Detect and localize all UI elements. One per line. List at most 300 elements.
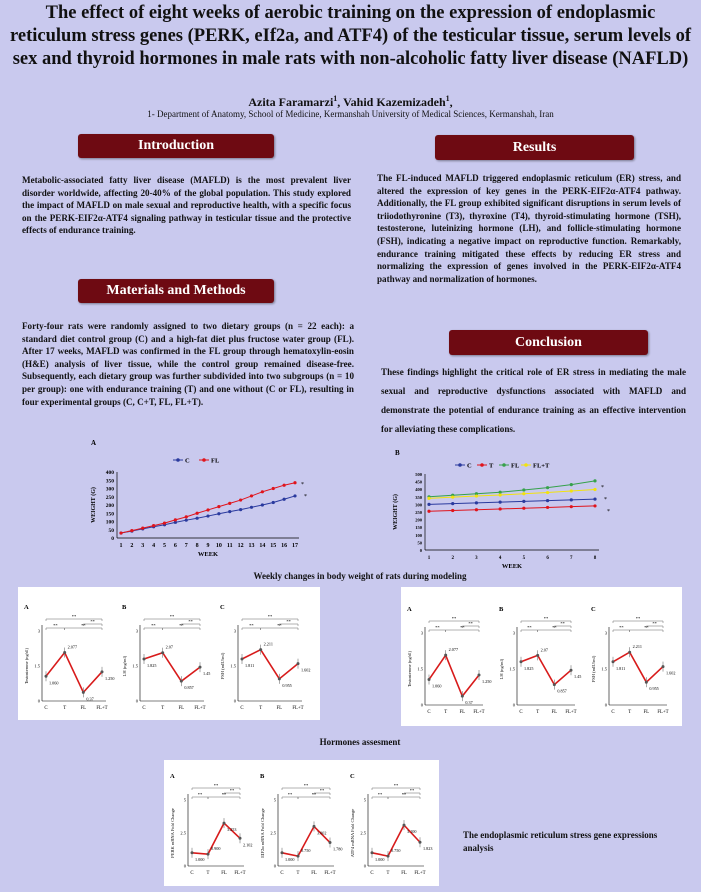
data-point (241, 658, 244, 661)
x-tick-label: T (259, 706, 263, 711)
significance-marker: * (607, 509, 610, 516)
significance-marker: ** (229, 788, 235, 793)
data-point-FL+T (475, 494, 478, 497)
y-tick-label: 300 (415, 502, 422, 508)
x-tick-label: 8 (593, 556, 597, 561)
x-tick-label: FL+T (194, 706, 206, 711)
significance-bracket (298, 797, 330, 799)
data-label: 0.750 (301, 848, 311, 854)
data-point-FL (272, 487, 275, 490)
x-tick-label: 14 (259, 543, 266, 549)
data-label: 2.077 (67, 644, 78, 650)
significance-bracket (538, 630, 571, 632)
weight-caption: Weekly changes in body weight of rats during modeling (253, 571, 467, 581)
legend-label-FL: FL (211, 457, 220, 465)
data-point-C (228, 510, 231, 513)
legend-marker-C (458, 463, 462, 467)
x-tick-label: FL+T (565, 710, 577, 715)
significance-bracket (83, 624, 102, 626)
data-label: 2.077 (448, 647, 459, 653)
significance-marker: * (604, 497, 607, 504)
significance-bracket (65, 628, 102, 630)
significance-marker: ** (287, 792, 293, 797)
x-tick-label: FL+T (96, 706, 108, 711)
y-axis-label: PERK mRNA Fold Change (170, 808, 175, 858)
significance-marker: ** (311, 792, 317, 797)
weight-chart-a (85, 438, 330, 568)
significance-bracket (429, 630, 446, 632)
x-tick-label: C (427, 710, 431, 715)
significance-bracket (282, 797, 298, 799)
significance-marker: ** (179, 623, 184, 628)
y-tick-label: 450 (415, 479, 422, 485)
data-point-T (451, 509, 454, 512)
hormones-panel-1 (18, 587, 320, 720)
y-tick-label: 400 (105, 470, 114, 476)
y-tick-label: 250 (415, 510, 422, 515)
x-tick-label: 10 (215, 543, 222, 549)
y-axis-label: FSH (mIU/ml) (591, 655, 596, 683)
y-tick-label: 0 (512, 702, 515, 708)
x-tick-label: C (240, 706, 244, 711)
hormone-chart-testosterone-1 (20, 601, 118, 719)
data-label: 0.857 (184, 685, 194, 691)
x-tick-label: T (628, 710, 632, 715)
authors (0, 94, 701, 110)
data-label: 1.000 (195, 856, 205, 862)
data-point (278, 677, 281, 680)
significance-marker: * (301, 481, 304, 488)
data-point (313, 825, 316, 828)
y-tick-label: 3 (512, 630, 515, 636)
hormone-chart-fsh-2 (587, 603, 679, 723)
data-label: 0.955 (649, 686, 659, 692)
data-point (387, 855, 390, 858)
significance-marker: ** (221, 792, 227, 797)
author-2-affil: 1 (445, 94, 450, 103)
y-tick-label: 5 (183, 797, 186, 803)
significance-bracket (311, 792, 330, 797)
significance-marker: ** (267, 614, 273, 619)
hormone-chart-lh-2 (495, 603, 587, 723)
y-tick-label: 1.5 (601, 666, 607, 672)
data-point (297, 662, 300, 665)
y-axis-label: ATF4 mRNA Fold Change (350, 808, 355, 858)
significance-bracket (279, 624, 298, 626)
data-label: 0.900 (211, 846, 221, 852)
data-point-FL (499, 491, 502, 494)
data-point-C (475, 501, 478, 504)
data-point-FL (196, 512, 199, 515)
data-point (403, 824, 406, 827)
data-point-T (570, 505, 573, 508)
data-point-T (499, 507, 502, 510)
data-point (428, 678, 431, 681)
data-point-FL (293, 481, 296, 484)
weight-chart-b (385, 448, 630, 568)
data-label: 2.211 (263, 641, 273, 647)
data-point-FL+T (499, 493, 502, 496)
data-point (297, 855, 300, 858)
conclusion-text: These findings highlight the critical role of ER stress in mediating the male sexual and reproductive dysfunctions associated with MAFLD and demonstrate the potential of endurance training as an effective intervention for alleviating these complications. (381, 367, 686, 434)
significance-bracket (388, 797, 420, 799)
y-tick-label: 3 (420, 630, 423, 636)
significance-bracket (46, 628, 65, 630)
significance-marker: ** (619, 625, 624, 630)
y-axis-label: LH (ng/ml) (122, 655, 127, 677)
data-point-FL (250, 494, 253, 497)
data-point-FL (152, 524, 155, 527)
data-point-T (475, 508, 478, 511)
data-label: 1.060 (432, 683, 442, 689)
x-tick-label: FL (178, 706, 185, 711)
author-1-affil: 1 (333, 94, 338, 103)
y-tick-label: 2.5 (360, 830, 366, 836)
hormones-caption: Hormones assesment (319, 737, 401, 747)
series-line (46, 653, 102, 693)
x-tick-label: T (386, 871, 390, 876)
x-tick-label: FL+T (414, 871, 426, 876)
data-point-T (522, 507, 525, 510)
conclusion-heading: Conclusion (449, 330, 648, 355)
significance-marker: ** (197, 792, 203, 797)
series-line-FL (121, 483, 295, 533)
significance-marker: ** (552, 625, 557, 630)
significance-bracket (446, 630, 479, 632)
x-tick-label: 1 (427, 556, 431, 561)
data-point-FL (593, 479, 596, 482)
data-point-C (196, 517, 199, 520)
y-tick-label: 100 (105, 519, 114, 526)
y-tick-label: 150 (105, 511, 114, 518)
data-point-FL (217, 505, 220, 508)
x-tick-label: 6 (546, 556, 549, 561)
x-tick-label: 2 (451, 556, 454, 561)
legend-label-C: C (185, 457, 190, 465)
y-tick-label: 0 (111, 536, 114, 542)
significance-bracket (372, 797, 388, 799)
data-point (461, 695, 464, 698)
gene-chart-perk (166, 770, 256, 884)
legend-label-FL+T: FL+T (533, 462, 550, 470)
significance-bracket (521, 630, 538, 632)
significance-marker: ** (53, 623, 58, 628)
hormone-chart-testosterone-2 (403, 603, 495, 723)
author-1: Azita Faramarzi (248, 95, 334, 109)
y-tick-label: 3 (604, 630, 607, 636)
data-label: 2.102 (243, 842, 253, 848)
chart-panel-label: B (499, 606, 504, 613)
legend-marker-FL (202, 458, 206, 462)
significance-bracket (192, 797, 208, 799)
y-tick-label: 5 (363, 797, 366, 803)
x-tick-label: FL+T (292, 706, 304, 711)
data-point-C (239, 508, 242, 511)
x-tick-label: FL+T (657, 710, 669, 715)
significance-marker: ** (644, 625, 649, 630)
legend-marker-FL (502, 463, 506, 467)
data-point-FL (130, 529, 133, 532)
data-point (520, 660, 523, 663)
significance-marker: ** (286, 619, 291, 624)
methods-text: Forty-four rats were randomly assigned to two dietary groups (n = 22 each): a standard diet control group (C) and a high-fat diet plus fructose water group (FL). After 17 weeks, MAFLD was confirmed in the FL group through hematoxylin-eosin (H&E) analysis of liver tissue, while the control group remained disease-free. Subsequently, each dietary group was further subdivided into two subgroups (n = 10 per group): one with endurance training (T) and one without (C or FL), resulting in four experimental groups (C, C+T, FL, FL+T). (22, 321, 354, 407)
hormone-chart-fsh-1 (216, 601, 314, 719)
y-axis-label: Testosterone (ng/dl) (24, 647, 29, 685)
x-tick-label: 9 (206, 543, 210, 549)
significance-marker: ** (401, 792, 407, 797)
hormone-chart-lh-1 (118, 601, 216, 719)
genes-caption: The endoplasmic reticulum stress gene expressions analysis (463, 830, 658, 853)
data-label: 3.253 (227, 827, 237, 833)
data-point-C (283, 498, 286, 501)
data-point (207, 853, 210, 856)
data-point-T (593, 504, 596, 507)
significance-marker: ** (90, 619, 95, 624)
y-tick-label: 0 (604, 702, 607, 708)
significance-marker: ** (213, 783, 219, 788)
data-point-FL (185, 515, 188, 518)
data-label: 3.100 (407, 829, 417, 835)
chart-panel-label: B (122, 604, 127, 611)
x-tick-label: C (611, 710, 615, 715)
x-tick-label: 13 (248, 543, 255, 549)
y-tick-label: 1.5 (132, 663, 138, 669)
significance-bracket (401, 792, 420, 797)
data-label: 1.825 (524, 665, 534, 671)
data-point-C (250, 506, 253, 509)
significance-marker: ** (249, 623, 254, 628)
significance-marker: ** (635, 616, 641, 621)
data-label: 1.602 (301, 667, 311, 673)
y-tick-label: 3 (135, 628, 138, 634)
x-tick-label: 7 (570, 556, 573, 561)
data-label: 1.811 (616, 665, 626, 671)
x-tick-label: T (63, 706, 67, 711)
x-tick-label: 3 (141, 543, 145, 549)
gene-chart-atf4 (346, 770, 436, 884)
x-tick-label: 2 (130, 543, 134, 549)
data-label: 1.823 (423, 846, 433, 852)
data-point (161, 651, 164, 654)
y-tick-label: 3 (233, 628, 236, 634)
legend-label-T: T (489, 462, 494, 470)
x-tick-label: 15 (270, 543, 277, 549)
y-tick-label: 5 (273, 797, 276, 803)
significance-bracket (242, 628, 261, 630)
data-point (371, 851, 374, 854)
data-label: 1.060 (49, 680, 59, 686)
significance-marker: ** (560, 621, 565, 626)
x-tick-label: FL (551, 710, 558, 715)
legend-label-FL: FL (511, 462, 520, 470)
data-point (444, 654, 447, 657)
y-tick-label: 0 (419, 548, 422, 553)
x-tick-label: T (206, 871, 210, 876)
y-tick-label: 350 (105, 478, 114, 485)
x-tick-label: FL (401, 871, 407, 876)
significance-bracket (261, 628, 298, 630)
x-tick-label: 8 (195, 543, 199, 549)
data-point-C (593, 497, 596, 500)
data-label: 2.07 (165, 644, 173, 650)
x-tick-label: FL+T (324, 871, 336, 876)
data-label: 0.750 (391, 848, 401, 854)
data-point-FL (283, 484, 286, 487)
data-point-C (185, 519, 188, 522)
data-label: 3.002 (317, 830, 327, 836)
y-tick-label: 3 (37, 628, 40, 634)
significance-bracket (163, 628, 200, 630)
x-tick-label: FL (276, 706, 283, 711)
introduction-heading: Introduction (78, 134, 274, 158)
significance-marker: ** (451, 616, 457, 621)
y-axis-label: EIF2α mRNA Fold Change (260, 808, 265, 858)
data-point-FL+T (546, 491, 549, 494)
data-point-FL (174, 518, 177, 521)
data-label: 2.07 (540, 647, 548, 653)
x-tick-label: T (536, 710, 540, 715)
data-point (191, 851, 194, 854)
y-axis-label: WEIGHT (G) (91, 487, 97, 523)
data-point-FL (239, 498, 242, 501)
y-tick-label: 1.5 (230, 663, 236, 669)
data-point (612, 660, 615, 663)
significance-bracket (208, 797, 240, 799)
data-label: 2.211 (632, 644, 642, 650)
x-axis-label: WEEK (197, 551, 219, 558)
y-tick-label: 50 (108, 527, 114, 534)
y-tick-label: 0 (135, 698, 138, 704)
data-point (239, 837, 242, 840)
x-tick-label: 6 (173, 543, 177, 549)
data-point (45, 675, 48, 678)
data-label: 1.602 (666, 670, 676, 676)
significance-bracket (221, 792, 240, 797)
data-label: 0.955 (282, 682, 292, 688)
poster-title: The effect of eight weeks of aerobic training on the expression of endoplasmic reticulum stress genes (PERK, eIf2a, and ATF4) of the testicular tissue, serum levels of sex and thyroid hormones in male rats with non-alcoholic fatty liver disease (NAFLD) (10, 3, 691, 69)
data-point-C (293, 494, 296, 497)
introduction-text: Metabolic-associated fatty liver disease (MAFLD) is the most prevalent liver disorder worldwide, affecting 20-40% of the global population. This study explored the impact of MAFLD on male sexual and reproductive health, with a specific focus on the PERK-EIF2α-ATF4 signaling pathway in testicular tissue and the protective effects of endurance training. (22, 175, 351, 236)
chart-panel-label: C (220, 604, 225, 611)
legend-marker-C (176, 458, 180, 462)
significance-marker: ** (543, 616, 549, 621)
data-point (281, 851, 284, 854)
significance-marker: * (304, 493, 307, 500)
data-point (662, 665, 665, 668)
x-tick-label: FL+T (473, 710, 485, 715)
methods-heading: Materials and Methods (78, 279, 274, 303)
x-tick-label: FL (80, 706, 87, 711)
data-label: 1.45 (203, 671, 211, 677)
y-tick-label: 1.5 (417, 666, 423, 672)
chart-panel-label: A (24, 604, 29, 611)
data-point-FL (522, 488, 525, 491)
data-point (553, 683, 556, 686)
data-point-FL+T (570, 489, 573, 492)
x-tick-label: C (190, 871, 194, 876)
affiliation: 1- Department of Anatomy, School of Medicine, Kermanshah University of Medical Sciences, Kermanshah, Iran (147, 109, 554, 119)
data-point-C (261, 503, 264, 506)
y-axis-label: LH (ng/ml) (499, 658, 504, 680)
data-label: 0.37 (86, 696, 94, 702)
significance-marker: ** (188, 619, 193, 624)
data-label: 1.811 (245, 663, 255, 668)
series-line (429, 655, 479, 696)
x-tick-label: 3 (475, 556, 478, 561)
data-point-FL+T (593, 488, 596, 491)
significance-marker: ** (393, 783, 399, 788)
data-point (645, 681, 648, 684)
y-tick-label: 300 (105, 486, 114, 493)
significance-marker: ** (527, 625, 532, 630)
data-label: 1.780 (333, 846, 343, 852)
x-tick-label: T (296, 871, 300, 876)
significance-marker: ** (169, 614, 175, 619)
x-tick-label: T (444, 710, 448, 715)
y-axis-label: Testosterone (ng/dl) (407, 650, 412, 688)
author-2: Vahid Kazemizadeh (343, 95, 446, 109)
significance-marker: ** (435, 625, 440, 630)
significance-marker: ** (303, 783, 309, 788)
x-tick-label: T (161, 706, 165, 711)
data-label: 1.250 (482, 679, 492, 684)
data-point-C (451, 502, 454, 505)
x-tick-label: FL (459, 710, 466, 715)
legend-marker-T (480, 463, 484, 467)
x-axis-label: WEEK (501, 563, 523, 568)
chart-panel-label: B (395, 449, 400, 457)
x-tick-label: 5 (163, 543, 166, 549)
author-end: , (449, 95, 453, 109)
data-point (180, 680, 183, 683)
chart-panel-label: A (91, 439, 97, 447)
significance-bracket (144, 628, 163, 630)
y-tick-label: 0 (183, 863, 186, 869)
x-tick-label: FL (643, 710, 650, 715)
y-tick-label: 250 (105, 494, 114, 501)
data-point (63, 651, 66, 654)
data-point-C (206, 514, 209, 517)
chart-panel-label: A (170, 773, 175, 780)
x-tick-label: C (280, 871, 284, 876)
results-heading: Results (435, 135, 634, 160)
significance-bracket (613, 630, 630, 632)
data-point-T (427, 510, 430, 513)
data-point-FL (141, 527, 144, 530)
x-tick-label: 5 (522, 556, 526, 561)
data-point-FL (206, 508, 209, 511)
data-point-FL (163, 522, 166, 525)
author-separator: , (337, 95, 344, 109)
x-tick-label: 12 (237, 543, 244, 549)
x-tick-label: 4 (152, 543, 156, 549)
x-tick-label: 17 (292, 543, 298, 549)
data-label: 1.825 (147, 663, 157, 668)
x-tick-label: 7 (184, 543, 188, 549)
data-point-C (499, 501, 502, 504)
y-tick-label: 350 (415, 494, 422, 500)
significance-marker: ** (377, 792, 383, 797)
y-tick-label: 200 (415, 517, 422, 523)
data-point-FL+T (427, 497, 430, 500)
y-tick-label: 0 (233, 698, 236, 704)
x-tick-label: FL (221, 871, 227, 876)
x-tick-label: FL (311, 871, 317, 876)
legend-label-C: C (467, 462, 472, 470)
x-tick-label: C (142, 706, 146, 711)
significance-bracket (462, 626, 479, 628)
data-point (101, 670, 104, 673)
